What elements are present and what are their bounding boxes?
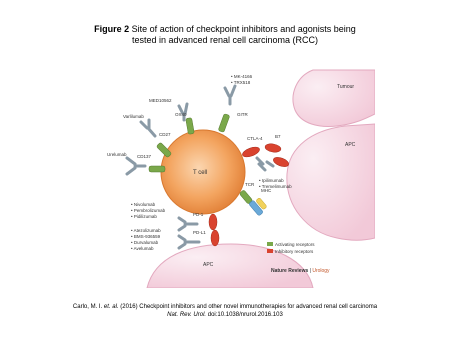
publisher-section: Urology [312, 268, 330, 274]
drug-pembrolizumab: • Pembrolizumab [131, 208, 166, 213]
publisher-tag [271, 268, 330, 274]
drug-pidilizumab: • Pidilizumab [131, 214, 157, 219]
apc-right-label: APC [345, 142, 356, 148]
drug-tremelimumab: • Tremelimumab [259, 184, 292, 189]
drug-atezolizumab: • Atezolizumab [131, 228, 161, 233]
apc-cell-right [287, 124, 375, 240]
pdl1-label: PD-L1 [193, 230, 206, 235]
antibody-pdl1 [179, 236, 199, 248]
drug-bms936559: • BMS-936559 [131, 234, 161, 239]
credit-authors: Carlo, M. I. [72, 304, 104, 310]
pdl1-ligand [211, 230, 219, 246]
b7-label: B7 [275, 134, 281, 139]
t-cell-label: T cell [193, 170, 208, 176]
credit-etal: et. al. [103, 304, 119, 310]
tumour-label: Tumour [337, 84, 355, 90]
drug-ipilimumab: • Ipilimumab [259, 178, 284, 183]
apc-bottom-label: APC [203, 262, 214, 268]
cd27-label: CD27 [159, 132, 171, 137]
legend [267, 242, 315, 254]
legend-swatch-activating [267, 242, 273, 246]
antibody-cd137 [127, 158, 145, 174]
pd1-drug-list [131, 202, 166, 219]
drug-varlilumab: Varlilumab [123, 114, 144, 119]
drug-durvalumab: • Durvalumab [131, 240, 159, 245]
ox40-receptor [186, 118, 195, 135]
tumour-cell [293, 70, 375, 126]
cd137-label: CD137 [137, 154, 152, 159]
tcr-label: TCR [245, 182, 255, 187]
drug-med10562: MED10562 [149, 98, 172, 103]
legend-swatch-inhibitory [267, 249, 273, 253]
ctla4-label: CTLA-4 [247, 136, 263, 141]
pdl1-drug-list [131, 228, 161, 251]
legend-activating-label: Activating receptors [275, 242, 315, 247]
drug-nivolumab: • Nivolumab [131, 202, 156, 207]
antibody-gitr [225, 86, 235, 104]
title-line-1: Site of action of checkpoint inhibitors and agonists being [129, 24, 356, 34]
publisher-sep: | [308, 268, 313, 274]
gitr-receptor [218, 114, 230, 133]
drug-mk4166: • MK-4166 [231, 74, 253, 79]
cd137-receptor [149, 166, 165, 172]
legend-inhibitory-label: Inhibitory receptors [275, 249, 314, 254]
figure-credit [0, 303, 450, 319]
credit-title: (2016) Checkpoint inhibitors and other novel immunotherapies for advanced renal cell carcinoma [118, 304, 378, 310]
antibody-pd1 [179, 218, 197, 230]
credit-journal: Nat. Rev. Urol. [167, 312, 207, 318]
antibody-ctla4 [257, 158, 273, 170]
title-line-2: tested in advanced renal cell carcinoma (RCC) [131, 35, 319, 45]
publisher-journal: Nature Reviews [271, 268, 309, 274]
drug-avelumab: • Avelumab [131, 246, 154, 251]
figure-title [0, 24, 450, 46]
gitr-label: GITR [237, 112, 248, 117]
mhc-label: MHC [261, 188, 272, 193]
ox40-label: OX40 [175, 112, 187, 117]
figure-svg [75, 66, 375, 288]
drug-urelumab: Urelumab [107, 152, 127, 157]
credit-doi: doi:10.1038/nrurol.2016.103 [206, 312, 283, 318]
figure-illustration [75, 66, 375, 288]
pd1-receptor [209, 214, 217, 230]
figure-number: Figure 2 [94, 24, 130, 34]
antibody-cd27 [141, 120, 155, 136]
pd1-label: PD-1 [193, 212, 204, 217]
drug-trx518: • TRX518 [231, 80, 251, 85]
